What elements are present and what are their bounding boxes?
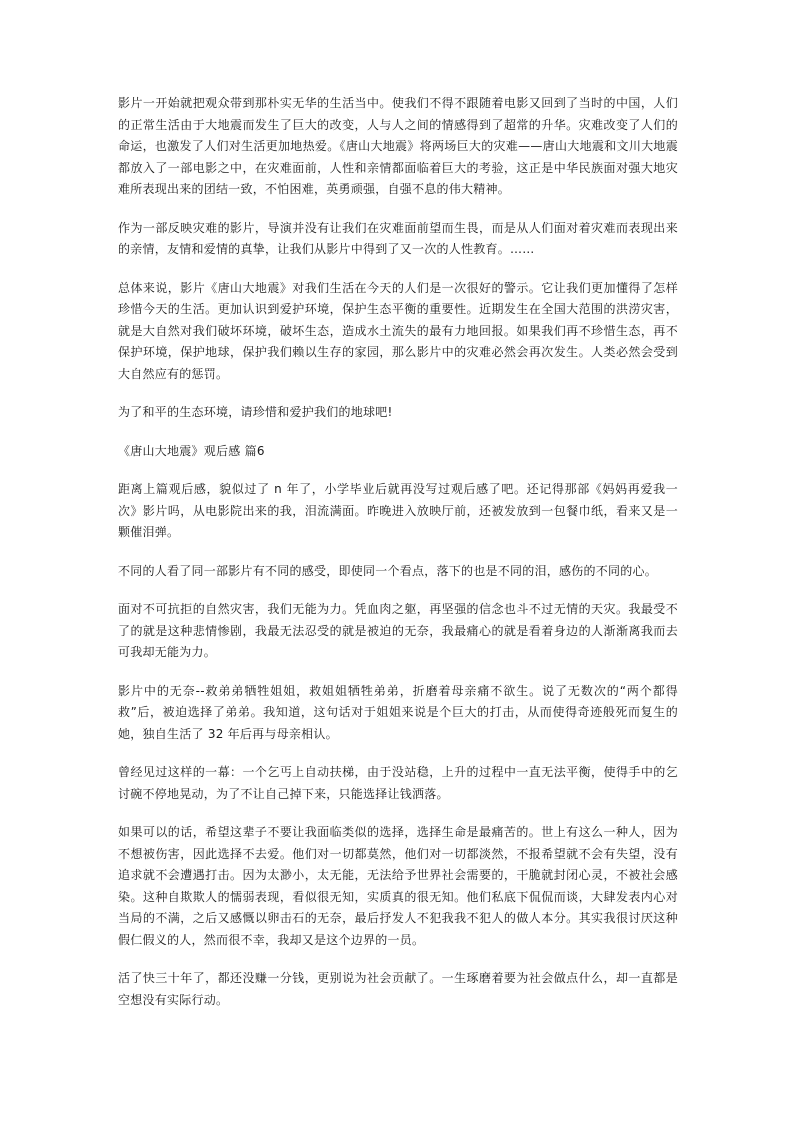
document-page: [118, 93, 678, 1028]
body-paragraph: 不同的人看了同一部影片有不同的感受，即使同一个看点，落下的也是不同的泪，感伤的不同的心。: [118, 563, 658, 578]
body-paragraph: 作为一部反映灾难的影片，导演并没有让我们在灾难面前望而生畏，而是从人们面对着灾难而表现出来的亲情，友情和爱情的真挚，让我们从影片中得到了又一次的人性教育。……: [118, 220, 678, 256]
body-paragraph: 活了快三十年了，都还没赚一分钱，更别说为社会贡献了。一生琢磨着要为社会做点什么，却一直都是空想没有实际行动。: [118, 971, 678, 1007]
body-paragraph: 总体来说，影片《唐山大地震》对我们生活在今天的人们是一次很好的警示。它让我们更加懂得了怎样珍惜今天的生活。更加认识到爱护环境，保护生态平衡的重要性。近期发生在全国大范围的洪涝灾害，就是大自然对我们破坏环境，破坏生态，造成水土流失的最有力地回报。如果我们再不珍惜生态，再不保护环境，保护地球，保护我们赖以生存的家园，那么影片中的灾难必然会再次发生。人类必然会受到大自然应有的惩罚。: [118, 280, 678, 381]
body-paragraph: 影片一开始就把观众带到那朴实无华的生活当中。使我们不得不跟随着电影又回到了当时的中国，人们的正常生活由于大地震而发生了巨大的改变，人与人之间的情感得到了超常的升华。灾难改变了人们的命运，也激发了人们对生活更加地热爱。《唐山大地震》将两场巨大的灾难——唐山大地震和文川大地震都放入了一部电影之中，在灾难面前，人性和亲情都面临着巨大的考验，这正是中华民族面对强大地灾难所表现出来的团结一致，不怕困难，英勇顽强，自强不息的伟大精神。: [118, 96, 678, 196]
body-paragraph: 距离上篇观后感，貌似过了 n 年了，小学毕业后就再没写过观后感了吧。还记得那部《妈妈再爱我一次》影片吗，从电影院出来的我，泪流满面。昨晚进入放映厅前，还被发放到一包餐巾纸，看来又是一颗催泪弹。: [118, 482, 678, 539]
body-paragraph: 为了和平的生态环境，请珍惜和爱护我们的地球吧!: [118, 405, 393, 419]
body-paragraph: 影片中的无奈--救弟弟牺牲姐姐，救姐姐牺牲弟弟，折磨着母亲痛不欲生。说了无数次的“两个都得救”后，被迫选择了弟弟。我知道，这句话对于姐姐来说是个巨大的打击，从而使得奇迹般死而复生的她，独自生活了 32 年后再与母亲相认。: [118, 683, 678, 741]
section-heading: 《唐山大地震》观后感 篇6: [118, 443, 265, 458]
body-paragraph: 曾经见过这样的一幕：一个乞丐上自动扶梯，由于没站稳，上升的过程中一直无法平衡，使得手中的乞讨碗不停地晃动，为了不让自己掉下来，只能选择让钱洒落。: [118, 765, 678, 801]
body-paragraph: 面对不可抗拒的自然灾害，我们无能为力。凭血肉之躯，再坚强的信念也斗不过无情的天灾。我最受不了的就是这种悲情惨剧，我最无法忍受的就是被迫的无奈，我最痛心的就是看着身边的人渐渐离我而去可我却无能为力。: [118, 602, 678, 659]
body-paragraph: 如果可以的话，希望这辈子不要让我面临类似的选择，选择生命是最痛苦的。世上有这么一种人，因为不想被伤害，因此选择不去爱。他们对一切都莫然，他们对一切都淡然，不报希望就不会有失望，没有追求就不会遭遇打击。因为太渺小，太无能，无法给予世界社会需要的，干脆就封闭心灵，不被社会感染。这种自欺欺人的懦弱表现，看似很无知，实质真的很无知。他们私底下侃侃而谈，大肆发表内心对当局的不满，之后又感慨以卵击石的无奈，最后抒发人不犯我我不犯人的做人本分。其实我很讨厌这种假仁假义的人，然而很不幸，我却又是这个边界的一员。: [118, 825, 678, 947]
